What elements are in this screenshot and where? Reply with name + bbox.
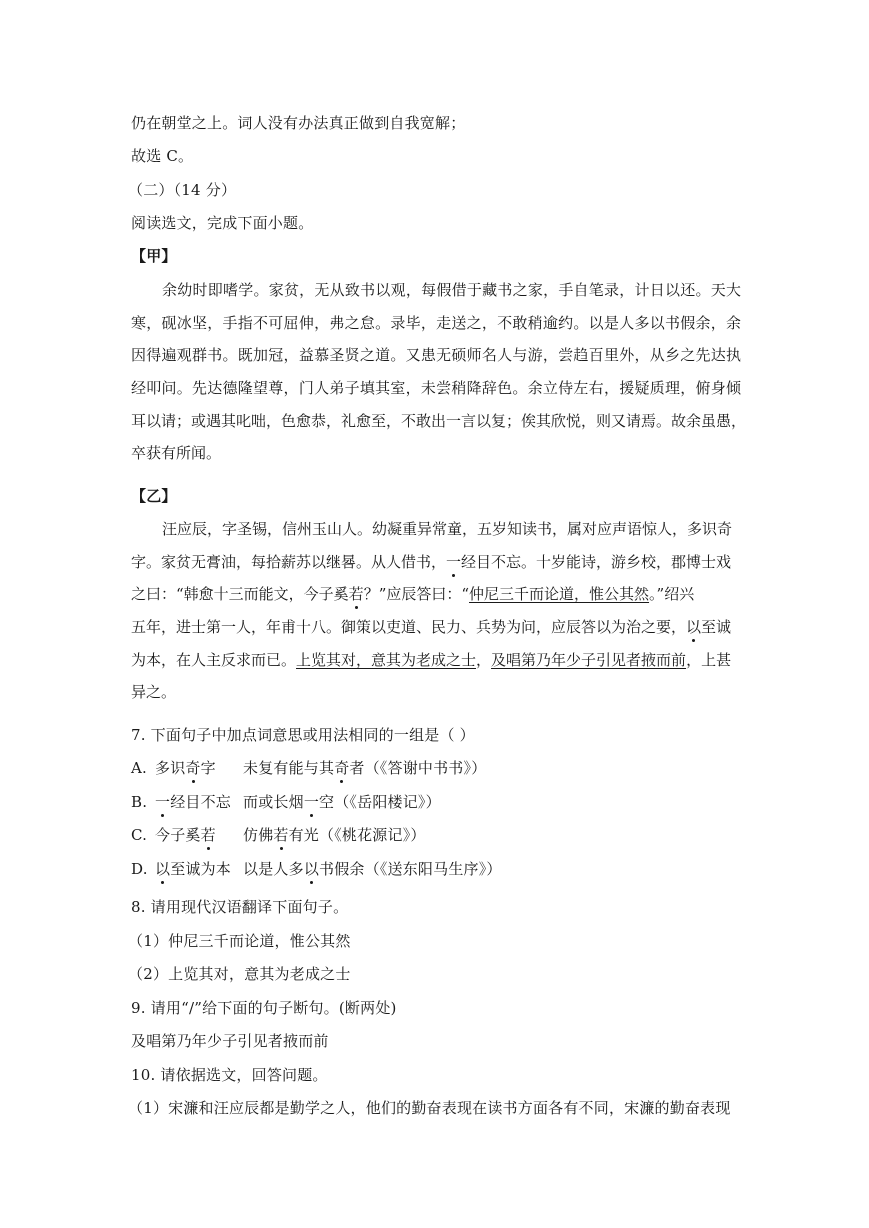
q7-option: A. 多识奇字 未复有能与其奇者（《答谢中书书》） bbox=[131, 759, 487, 777]
q7-option: C. 今子奚若 仿佛若有光（《桃花源记》） bbox=[131, 826, 426, 844]
emphasis-dot-char: 一 bbox=[155, 793, 171, 811]
q8-item: （2）上览其对，意其为老成之士 bbox=[128, 965, 351, 983]
emphasis-dot-char: 以 bbox=[155, 860, 171, 878]
passage-a-line: 寒，砚冰坚，手指不可屈伸，弗之怠。录毕，走送之，不敢稍逾约。以是人多以书假余，余 bbox=[131, 313, 741, 332]
passage-b-line: 汪应辰，字圣锡，信州玉山人。幼凝重异常童，五岁知读书，属对应声语惊人，多识奇 bbox=[162, 520, 733, 538]
passage-a-line: 卒获有所闻。 bbox=[131, 444, 222, 463]
emphasis-dot-char: 若 bbox=[273, 826, 289, 844]
passage-b-line: 为本，在人主反求而已。上览其对，意其为老成之士，及唱第乃年少子引见者掖而前，上甚 bbox=[131, 650, 732, 669]
passage-a-line: 经叩问。先达德隆望尊，门人弟子填其室，未尝稍降辞色。余立侍左右，援疑质理，俯身倾 bbox=[131, 379, 741, 398]
instruction: 阅读选文，完成下面小题。 bbox=[131, 214, 314, 232]
emphasis-dot-char: 以 bbox=[303, 860, 320, 878]
q10-item: （1）宋濂和汪应辰都是勤学之人，他们的勤奋表现在读书方面各有不同，宋濂的勤奋表现 bbox=[128, 1099, 731, 1117]
passage-b bbox=[131, 518, 741, 714]
emphasis-dot-char: 若 bbox=[348, 585, 364, 604]
q10-stem: 10. 请依据选文，回答问题。 bbox=[131, 1066, 328, 1084]
underlined-sentence: 仲尼三千而论道，惟公其然 bbox=[469, 585, 650, 604]
passage-a-line: 因得遍观群书。既加冠，益慕圣贤之道。又患无硕师名人与游，尝趋百里外，从乡之先达执 bbox=[131, 346, 741, 365]
q8-stem: 8. 请用现代汉语翻译下面句子。 bbox=[131, 898, 349, 916]
underlined-sentence: 及唱第乃年少子引见者掖而前 bbox=[491, 650, 687, 669]
intro-line-2: 故选 C。 bbox=[131, 147, 194, 165]
emphasis-dot-char: 奇 bbox=[334, 759, 350, 777]
q7-option: B. 一经目不忘 而或长烟一空（《岳阳楼记》） bbox=[131, 793, 441, 811]
q8-item: （1）仲尼三千而论道，惟公其然 bbox=[128, 932, 351, 950]
emphasis-dot-char: 奇 bbox=[185, 759, 201, 777]
passage-b-line: 五年，进士第一人，年甫十八。御策以吏道、民力、兵势为问，应辰答以为治之要，以至诚 bbox=[131, 618, 732, 637]
emphasis-dot-char: 以 bbox=[686, 618, 702, 637]
passage-a bbox=[131, 279, 747, 475]
passage-a-line: 耳以请；或遇其叱咄，色愈恭，礼愈至，不敢出一言以复；俟其欣悦，则又请焉。故余虽愚， bbox=[131, 411, 747, 430]
passage-b-line: 之曰：“韩愈十三而能文，今子奚若？”应辰答曰：“仲尼三千而论道，惟公其然。”绍兴 bbox=[131, 585, 695, 604]
section-heading: （二）（14 分） bbox=[128, 181, 237, 199]
q9-sentence: 及唱第乃年少子引见者掖而前 bbox=[131, 1032, 329, 1050]
emphasis-dot-char: 一 bbox=[303, 793, 320, 811]
emphasis-dot-char: 一 bbox=[446, 552, 462, 571]
q7-stem: 7. 下面句子中加点词意思或用法相同的一组是（ ） bbox=[131, 726, 475, 744]
intro-line-1: 仍在朝堂之上。词人没有办法真正做到自我宽解； bbox=[131, 114, 466, 132]
passage-a-line: 余幼时即嗜学。家贫，无从致书以观，每假借于藏书之家，手自笔录，计日以还。天大 bbox=[162, 281, 741, 299]
passage-a-header: 【甲】 bbox=[131, 247, 177, 265]
q7-option: D. 以至诚为本 以是人多以书假余（《送东阳马生序》） bbox=[131, 860, 502, 878]
passage-b-line: 异之。 bbox=[131, 683, 177, 702]
q9-stem: 9. 请用“/”给下面的句子断句。(断两处) bbox=[131, 999, 397, 1017]
emphasis-dot-char: 若 bbox=[200, 826, 216, 844]
underlined-sentence: 上览其对，意其为老成之士 bbox=[296, 650, 477, 669]
passage-b-line: 字。家贫无膏油，每拾薪苏以继晷。从人借书，一经目不忘。十岁能诗，游乡校，郡博士戏 bbox=[131, 552, 732, 571]
passage-b-header: 【乙】 bbox=[131, 487, 177, 505]
